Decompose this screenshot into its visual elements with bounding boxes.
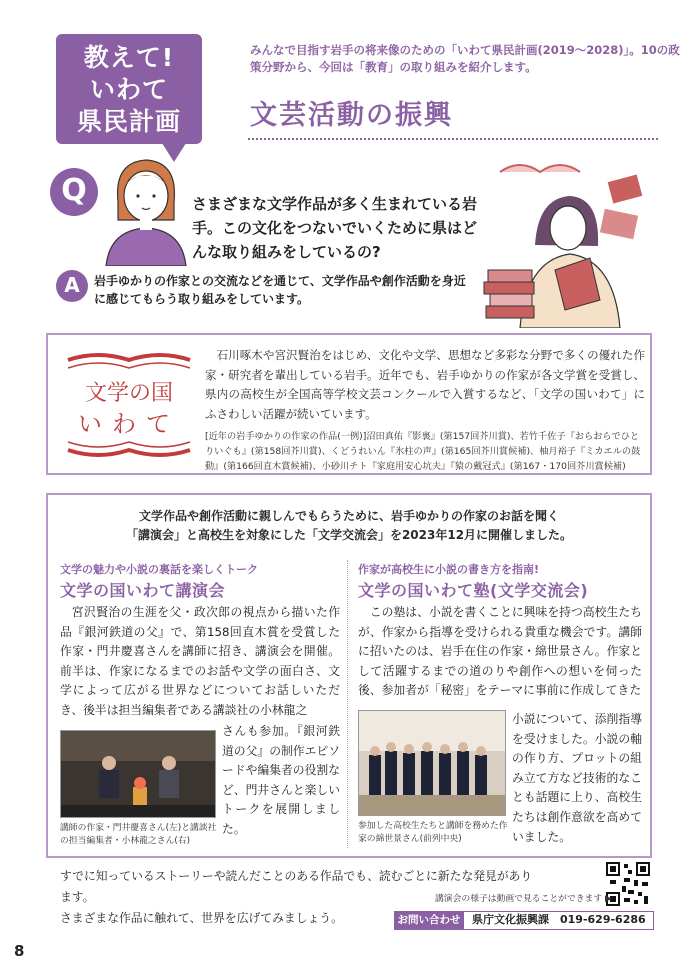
literary-nation-logo [62, 346, 196, 464]
lecture-paragraph-1: 宮沢賢治の生涯を父・政次郎の視点から描いた作品『銀河鉄道の父』で、第158回直木賞を受賞した作家・門井慶喜さんを講師に招き、講演会を開催。前半は、作家になるまでのお話や文学の面白さ、文学によって広がる世界などについてお話しいただき、後半は担当編集者である講談社の小林龍之 [60, 605, 340, 717]
column-divider [347, 560, 348, 848]
events-lead-line-2: 「講演会」と高校生を対象にした「文学交流会」を2023年12月に開催しました。 [125, 528, 573, 542]
question-text: さまざまな文学作品が多く生まれている岩手。この文化をつないでいくために県はどんな取り組みをしているの? [192, 195, 478, 261]
lecture-heading: 文学の国いわて講演会 [60, 581, 226, 600]
reader-illustration-icon [480, 150, 660, 328]
workshop-photo [358, 710, 506, 816]
page-title: 文芸活動の振興 [250, 100, 453, 131]
lecture-photo-caption: 講師の作家・門井慶喜さん(左)と講談社の担当編集者・小林龍之さん(右) [60, 823, 217, 846]
closing-line-1: すでに知っているストーリーや読んだことのある作品でも、読むごとに新たな発見があります。 [60, 869, 533, 904]
events-lead-line-1: 文学作品や創作活動に親しんでもらうために、岩手ゆかりの作家のお話を聞く [138, 509, 559, 523]
a-mark: A [56, 270, 88, 302]
book-logo-icon [62, 346, 196, 464]
literary-nation-body: 石川啄木や宮沢賢治をはじめ、文化や文学、思想など多彩な分野で多くの優れた作家・研究者を輩出している岩手。近年でも、岩手ゆかりの作家が各文学賞を受賞し、県内の高校生が全国高等学校文芸コンクールで入賞するなど、「文学の国いわて」にふさわしい活躍が続いています。 [205, 348, 645, 421]
workshop-paragraph-2: 小説について、添削指導を受けました。小説の軸の作り方、プロットの組み立て方など技術的なことも話題に上り、高校生たちは創作意欲を高めていました。 [512, 712, 642, 844]
lecture-photo-image [61, 731, 216, 818]
contact-label: お問い合わせ [394, 911, 464, 930]
lecture-paragraph-2: さんも参加。『銀河鉄道の父』の制作エピソードや編集者の役割など、門井さんと楽しいトークを展開しました。 [222, 724, 340, 836]
qr-code-icon[interactable] [606, 862, 650, 906]
girl-illustration-icon [100, 150, 192, 266]
contact-bar [394, 911, 654, 930]
logo-line-2: いわて [78, 410, 180, 438]
workshop-paragraph-1: この塾は、小説を書くことに興味を持つ高校生たちが、作家から指導を受けられる貴重な機会です。講師に招いたのは、岩手在住の作家・綿世景さん。作家として活躍するまでの道のりや創作への想いを伺った後、参加者が「秘密」をテーマに事前に作成してきた [358, 605, 642, 698]
workshop-heading: 文学の国いわて塾(文学交流会) [358, 581, 589, 600]
title-divider [248, 138, 658, 140]
contact-value: 県庁文化振興課 019-629-6286 [464, 911, 654, 930]
q-mark: Q [50, 168, 98, 216]
video-note: 講演会の様子は動画で見ることができます ▶ [435, 894, 612, 904]
logo-line-1: 文学の国 [84, 381, 174, 406]
workshop-photo-caption: 参加した高校生たちと講師を務めた作家の綿世景さん(前列中央) [358, 821, 508, 844]
intro-text: みんなで目指す岩手の将来像のための「いわて県民計画(2019〜2028)」。10の政策分野から、今回は「教育」の取り組みを紹介します。 [250, 43, 680, 74]
badge-line-3: 県民計画 [76, 107, 181, 136]
closing-line-2: さまざまな作品に触れて、世界を広げてみましょう。 [60, 911, 343, 925]
workshop-photo-image [359, 711, 506, 816]
workshop-subheading: 作家が高校生に小説の書き方を指南! [358, 563, 540, 576]
lecture-subheading: 文学の魅力や小説の裏話を楽しくトーク [60, 563, 258, 576]
badge-line-1: 教えて! [83, 43, 175, 72]
recent-works-list: [近年の岩手ゆかりの作家の作品(一例)]沼田真佑『影裏』(第157回芥川賞)、若竹千佐子『おらおらでひとりいぐも』(第158回芥川賞)、くどうれいん『氷柱の声』(第165回芥川賞候補)、柚月裕子『ミカエルの鼓動』(第166回直木賞候補)、小砂川チト『家庭用安心坑夫』『猿の戴冠式』(第167・170回芥川賞候補) [205, 431, 641, 472]
lecture-photo [60, 730, 216, 818]
answer-text: 岩手ゆかりの作家との交流などを通じて、文学作品や創作活動を身近に感じてもらう取り組みをしています。 [94, 274, 466, 306]
page-number: 8 [14, 942, 25, 960]
events-lead [60, 507, 638, 545]
badge-line-2: いわて [89, 75, 168, 104]
header-badge [56, 34, 202, 144]
